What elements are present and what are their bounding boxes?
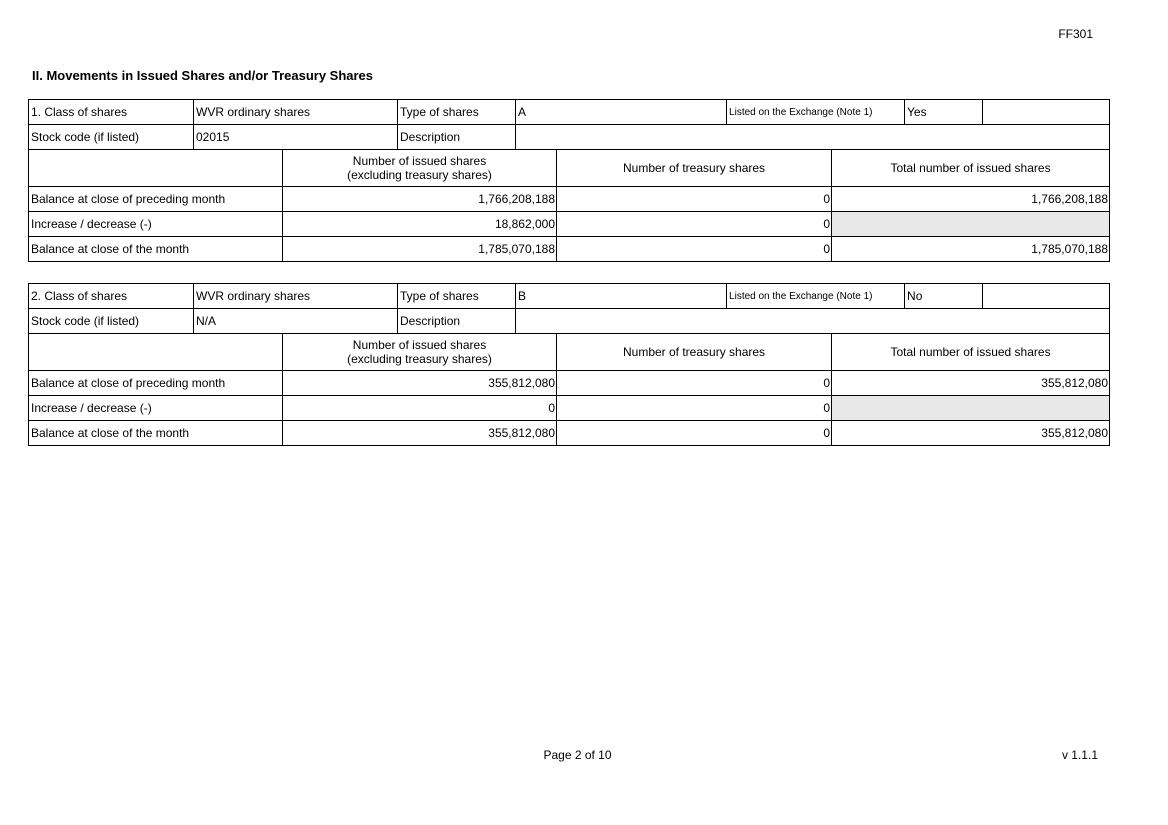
header-blank [29,150,283,187]
close-total: 1,785,070,188 [832,237,1110,262]
description-value [516,125,1110,150]
preceding-issued: 1,766,208,188 [283,187,557,212]
row-close-label: Balance at close of the month [29,421,283,446]
section-title: II. Movements in Issued Shares and/or Treasury Shares [32,68,374,83]
listed-value: Yes [905,100,983,125]
col-treasury-header: Number of treasury shares [557,150,832,187]
stock-code-label: Stock code (if listed) [29,309,194,334]
listed-label: Listed on the Exchange (Note 1) [727,284,905,309]
change-total-shaded [832,396,1110,421]
close-treasury: 0 [557,421,832,446]
preceding-treasury: 0 [557,371,832,396]
description-value [516,309,1110,334]
row-change-label: Increase / decrease (-) [29,212,283,237]
listed-value: No [905,284,983,309]
share-class-2-table [28,283,1110,446]
stock-code-label: Stock code (if listed) [29,125,194,150]
col-issued-line2: (excluding treasury shares) [347,168,492,182]
type-label: Type of shares [398,100,516,125]
blank-cell [983,100,1110,125]
change-total-shaded [832,212,1110,237]
change-issued: 0 [283,396,557,421]
preceding-treasury: 0 [557,187,832,212]
col-issued-line2: (excluding treasury shares) [347,352,492,366]
blank-cell [983,284,1110,309]
form-code: FF301 [1058,27,1093,41]
col-issued-header [283,334,557,371]
stock-code-value: N/A [194,309,398,334]
row-change-label: Increase / decrease (-) [29,396,283,421]
share-class-1-table [28,99,1110,262]
type-value: B [516,284,727,309]
change-treasury: 0 [557,396,832,421]
class-value: WVR ordinary shares [194,100,398,125]
change-treasury: 0 [557,212,832,237]
class-label: 2. Class of shares [29,284,194,309]
class-label: 1. Class of shares [29,100,194,125]
listed-label: Listed on the Exchange (Note 1) [727,100,905,125]
col-total-header: Total number of issued shares [832,334,1110,371]
class-value: WVR ordinary shares [194,284,398,309]
col-treasury-header: Number of treasury shares [557,334,832,371]
page-number: Page 2 of 10 [543,748,612,762]
description-label: Description [398,309,516,334]
col-issued-line1: Number of issued shares [352,338,487,352]
close-treasury: 0 [557,237,832,262]
preceding-total: 1,766,208,188 [832,187,1110,212]
row-preceding-label: Balance at close of preceding month [29,371,283,396]
form-version: v 1.1.1 [1061,748,1098,762]
preceding-issued: 355,812,080 [283,371,557,396]
type-label: Type of shares [398,284,516,309]
stock-code-value: 02015 [194,125,398,150]
type-value: A [516,100,727,125]
col-issued-line1: Number of issued shares [352,154,487,168]
row-close-label: Balance at close of the month [29,237,283,262]
row-preceding-label: Balance at close of preceding month [29,187,283,212]
close-issued: 1,785,070,188 [283,237,557,262]
header-blank [29,334,283,371]
col-total-header: Total number of issued shares [832,150,1110,187]
change-issued: 18,862,000 [283,212,557,237]
preceding-total: 355,812,080 [832,371,1110,396]
close-issued: 355,812,080 [283,421,557,446]
close-total: 355,812,080 [832,421,1110,446]
description-label: Description [398,125,516,150]
col-issued-header [283,150,557,187]
